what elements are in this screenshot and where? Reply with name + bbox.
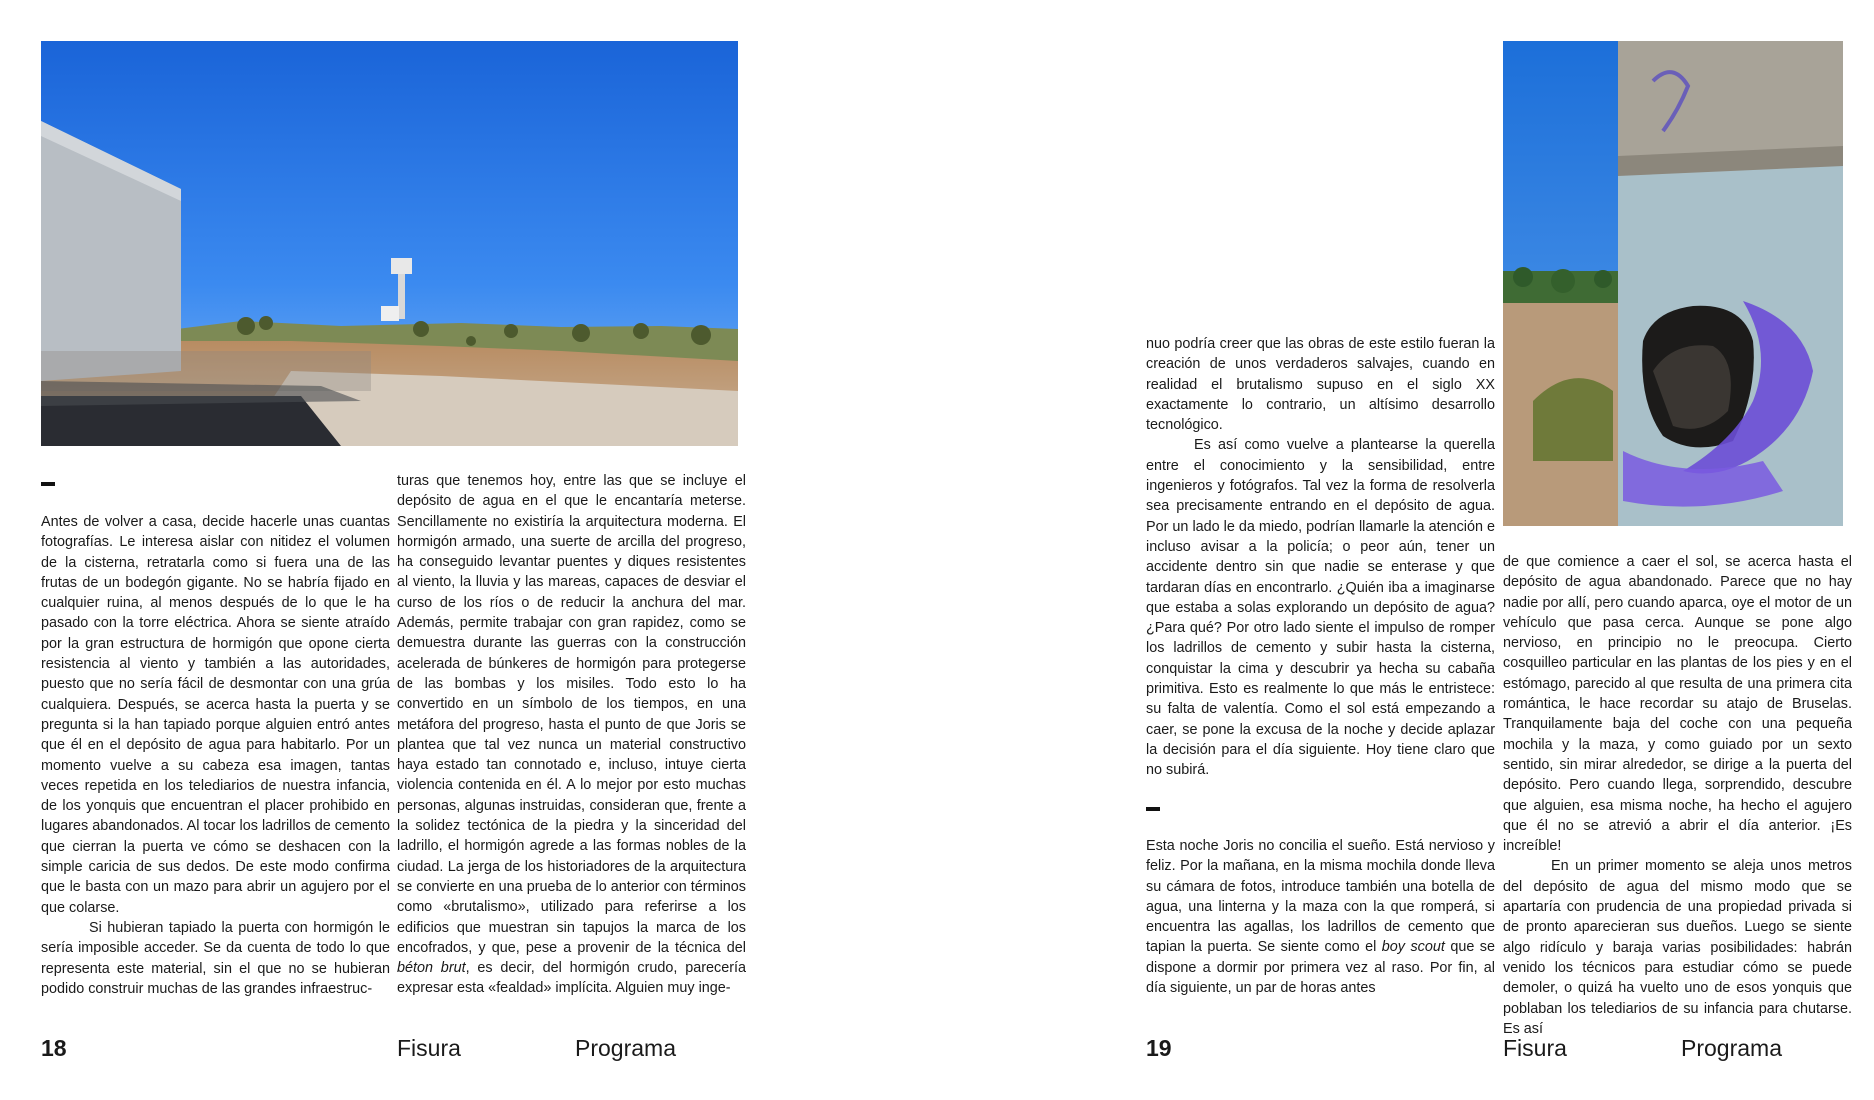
right-column-1-bottom [1146, 836, 1495, 998]
landscape-photo [41, 41, 738, 446]
italic-term: boy scout [1381, 939, 1445, 956]
section-dash [41, 482, 55, 486]
column-hole-photo-image [1503, 41, 1843, 526]
italic-term: béton brut [397, 960, 466, 977]
running-head-subsection: Programa [575, 1035, 676, 1061]
running-head-subsection: Programa [1681, 1035, 1782, 1061]
paragraph [397, 471, 746, 999]
paragraph: Antes de volver a casa, decide hacerle unas cuantas fotografías. Le interesa aislar con nitidez el volumen de la cisterna, retratarla como si fuera una de las frutas de un bodegón gigante. No se habría fijado en cualquier ruina, al menos después de lo que le ha pasado con la torre eléctrica. Ahora se siente atraído por la gran estructura de hormigón que opone cierta resistencia al viento y también a las autoridades, puesto que no sería fácil de desmontar con una grúa cualquiera. Después, se acerca hasta la puerta y se pregunta si la han tapiado porque alguien entró antes que él en el depósito de agua para habitarlo. Por un momento vuelve a su cabeza esa imagen, tantas veces repetida en los telediarios de nuestra infancia, de los yonquis que encuentran el placer prohibido en lugares abandonados. Al tocar los ladrillos de cemento que cierran la puerta ve cómo se deshacen con la simple caricia de sus dedos. De este modo confirma que le basta con un mazo para abrir un agujero por el que colarse. [41, 514, 390, 916]
paragraph: nuo podría creer que las obras de este estilo fueran la creación de unos verdaderos salvajes, cuando en realidad el brutalismo supuso en el siglo XX exactamente lo contrario, un altísimo desarrollo tecnológico. [1146, 336, 1495, 434]
right-column-2 [1503, 552, 1852, 1039]
left-column-2 [397, 471, 746, 999]
text-run: , es decir, del hormigón crudo, parecería expresar esta «fealdad» implícita. Alguien muy inge- [397, 960, 746, 997]
paragraph: En un primer momento se aleja unos metros del depósito de agua del mismo modo que se apartaría con prudencia de una propiedad privada si de pronto aparecieran sus dueños. Luego se siente algo ridículo y baraja varias posibilidades: habrán venido los técnicos para estudiar cómo se puede demoler, o quizá ha vuelto uno de esos yonquis que poblaban los telediarios de su infancia para chutarse. Es así [1503, 858, 1852, 1037]
text-run: que se dispone a dormir por primera vez al raso. Por fin, al día siguiente, un par de horas antes [1146, 939, 1495, 997]
paragraph [1146, 836, 1495, 998]
right-column-1-top [1146, 334, 1495, 781]
section-dash [1146, 807, 1160, 811]
paragraph: Es así como vuelve a plantearse la querella entre el conocimiento y la sensibilidad, entre ingenieros y fotógrafos. Tal vez la forma de resolverla sea precisamente entrando en el depósito de agua. Por un lado le da miedo, podrían llamarle la atención e incluso avisar a la policía; o peor aún, tener un accidente dentro sin que nadie se enterase y que tardaran días en encontrarlo. ¿Quién iba a imaginarse que estaba a solas explorando un depósito de agua? ¿Para qué? Por otro lado siente el impulso de romper los ladrillos de cemento y subir hasta la cisterna, conquistar la cima y descubrir ya hecha su cabaña primitiva. Esto es realmente lo que más le entristece: su falta de valentía. Como el sol está empezando a caer, se pone la excusa de la noche y decide aplazar la decisión para el día siguiente. Hoy tiene claro que no subirá. [1146, 437, 1495, 779]
running-head-section: Fisura [1503, 1035, 1567, 1061]
page-number: 18 [41, 1035, 67, 1061]
column-hole-photo [1503, 41, 1843, 526]
left-column-1 [41, 512, 390, 999]
page-number: 19 [1146, 1035, 1172, 1061]
text-run: Esta noche Joris no concilia el sueño. Está nervioso y feliz. Por la mañana, en la misma mochila donde lleva su cámara de fotos, introduce también una botella de agua, una linterna y la maza con la que romperá, si encuentra las agallas, los ladrillos de cemento que tapian la puerta. Se siente como el [1146, 838, 1495, 956]
landscape-photo-image [41, 41, 738, 446]
right-page [937, 0, 1874, 1100]
text-run: turas que tenemos hoy, entre las que se incluye el depósito de agua en el que le encantaría meterse. Sencillamente no existiría la arquitectura moderna. El hormigón armado, una suerte de arcilla del progreso, ha conseguido levantar puentes y diques resistentes al viento, la lluvia y las mareas, capaces de desviar el curso de los ríos o de reducir la anchura del mar. Además, permite trabajar con gran rapidez, como se demuestra durante las guerras con la construcción acelerada de búnkeres de hormigón para protegerse de las bombas y los misiles. Todo esto lo ha convertido en un símbolo de los tiempos, en una metáfora del progreso, hasta el punto de que Joris se plantea que tal vez nunca un material constructivo haya estado tan connotado e, incluso, intuye cierta violencia contenida en él. A lo mejor por esto muchas personas, algunas instruidas, consideran que, frente a la solidez tectónica de la piedra y la sinceridad del ladrillo, el hormigón agrede a las formas nobles de la ciudad. La jerga de los historiadores de la arquitectura se convierte en una prueba de lo anterior con términos como «brutalismo», utilizado para referirse a los edificios que muestran sin tapujos la marca de los encofrados, y que, pese a provenir de la técnica del [397, 473, 746, 956]
running-head-section: Fisura [397, 1035, 461, 1061]
paragraph: de que comience a caer el sol, se acerca hasta el depósito de agua abandonado. Parece que no hay nadie por allí, pero cuando aparca, oye el motor de un vehículo que pasa cerca. Aunque se pone algo nervioso, en principio no le preocupa. Cierto cosquilleo particular en las plantas de los pies y en el estómago, parecido al que resulta de una primera cita romántica, le hace recordar su atajo de Bruselas. Tranquilamente baja del coche con una pequeña mochila y la maza, y como guiado por un sexto sentido, sin mirar alrededor, se dirige a la puerta del depósito. Pero cuando llega, sorprendido, descubre que alguien, esa misma noche, ha hecho el agujero que él no se atrevió a abrir el día anterior. ¡Es increíble! [1503, 554, 1852, 855]
paragraph: Si hubieran tapiado la puerta con hormigón le sería imposible acceder. Se da cuenta de todo lo que representa este material, sin el que no se hubieran podido construir muchas de las grandes infraestruc- [41, 919, 390, 997]
